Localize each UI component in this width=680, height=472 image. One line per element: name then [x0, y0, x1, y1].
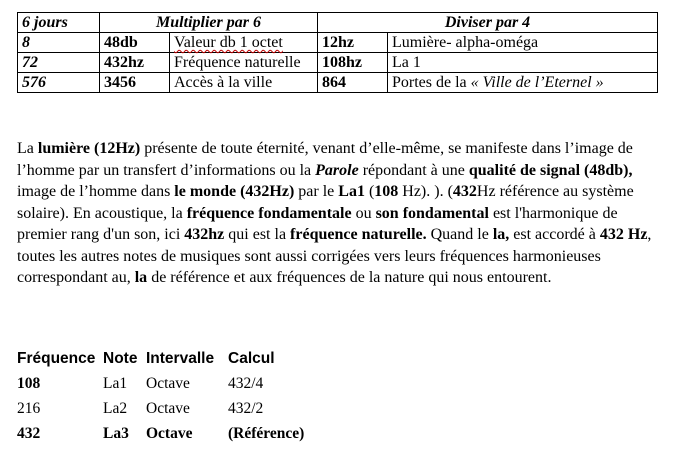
frequency-multiplication-table	[17, 12, 658, 93]
header-calcul: Calcul	[228, 349, 275, 367]
table-cell: La 1	[388, 53, 658, 73]
bold-run: son fondamental	[375, 204, 489, 222]
table-header-row	[18, 13, 658, 33]
bold-italic-run: Parole	[315, 161, 359, 179]
notes-frequency-table	[17, 346, 348, 446]
table-cell: Fréquence naturelle	[170, 53, 318, 73]
table-cell: 108	[17, 374, 41, 392]
bold-run: le monde (432Hz)	[174, 183, 295, 200]
text-run: par le	[294, 183, 339, 200]
table-cell: 216	[17, 399, 41, 417]
bold-run: 108	[374, 183, 399, 200]
bold-run: 432	[452, 183, 477, 200]
cell-italic-text: « Ville de l’Eternel »	[470, 74, 604, 91]
table-cell: La3	[103, 424, 129, 442]
table-row	[18, 33, 658, 53]
text-run: (	[364, 183, 375, 200]
table-cell: 108hz	[318, 53, 388, 73]
table-cell: Octave	[146, 399, 190, 417]
table-cell: Octave	[146, 374, 190, 392]
table-cell	[388, 73, 658, 93]
table-cell: 864	[318, 73, 388, 93]
text-run: de référence et aux fréquences de la nature qui nous entourent.	[147, 269, 552, 286]
header-note: Note	[103, 349, 138, 367]
text-run: , toutes les autres notes de musiques sont aussi corrigées vers leurs fréquences harmonieuses correspondant au,	[17, 226, 652, 286]
text-run: image de l’homme dans	[17, 183, 175, 200]
bold-run: La1	[338, 183, 365, 200]
table-cell: La2	[103, 399, 128, 417]
bold-run: 432hz	[184, 226, 225, 243]
text-run: La	[17, 140, 38, 157]
bold-run: lumière (12Hz)	[37, 140, 141, 157]
header-intervalle: Intervalle	[146, 349, 215, 367]
table-cell	[170, 33, 318, 53]
header-divide-by-four: Diviser par 4	[318, 13, 658, 33]
table-cell: 576	[18, 73, 100, 93]
text-run: qui est la	[224, 226, 291, 243]
bold-run: 432 Hz	[599, 226, 648, 243]
cell-text: Portes de la	[392, 74, 467, 91]
table-cell: Octave	[146, 424, 193, 442]
table-row	[17, 371, 348, 396]
table-cell: La1	[103, 374, 128, 392]
table-cell: Lumière- alpha-oméga	[388, 33, 658, 53]
text-run: est l'harmonique de premier rang d'un son, ici	[17, 204, 618, 243]
text-run: est accordé à	[509, 226, 600, 243]
text-run: ou	[351, 204, 376, 222]
table-cell: 432hz	[100, 53, 170, 73]
table-cell: 3456	[100, 73, 170, 93]
header-multiply-by-six: Multiplier par 6	[100, 13, 318, 33]
table-cell: 48db	[100, 33, 170, 53]
bold-run: la,	[492, 226, 510, 243]
table-cell: (Référence)	[228, 424, 305, 442]
bold-run: fréquence fondamentale	[186, 204, 352, 222]
table-row	[17, 396, 348, 421]
text-run: Quand le	[426, 226, 493, 243]
table-row	[18, 73, 658, 93]
body-paragraph	[17, 138, 657, 289]
bold-run: fréquence naturelle.	[290, 226, 427, 243]
table-row	[18, 53, 658, 73]
header-frequence: Fréquence	[17, 349, 96, 367]
table-cell: 432	[17, 424, 41, 442]
table-cell: 432/2	[228, 399, 264, 417]
text-run: présente de toute éternité, venant d’elle-même, se manifeste dans l’image de l’homme par un transfert d’informations ou la	[17, 140, 633, 179]
text-run: Hz). ). (	[398, 183, 453, 200]
cell-text: Valeur db 1 octet	[174, 34, 283, 51]
bold-run: la	[134, 269, 148, 286]
table-cell: 72	[18, 53, 100, 73]
text-run: répondant à une	[358, 161, 469, 179]
table-cell: 8	[18, 33, 100, 53]
text-run: Hz référence au système solaire). En acoustique, la	[17, 183, 634, 222]
table-row	[17, 421, 348, 446]
bold-run: qualité de signal (48db),	[468, 161, 633, 179]
table-cell: 12hz	[318, 33, 388, 53]
header-six-days: 6 jours	[18, 13, 100, 33]
table-cell: 432/4	[228, 374, 264, 392]
table-cell: Accès à la ville	[170, 73, 318, 93]
notes-header-row	[17, 346, 348, 371]
